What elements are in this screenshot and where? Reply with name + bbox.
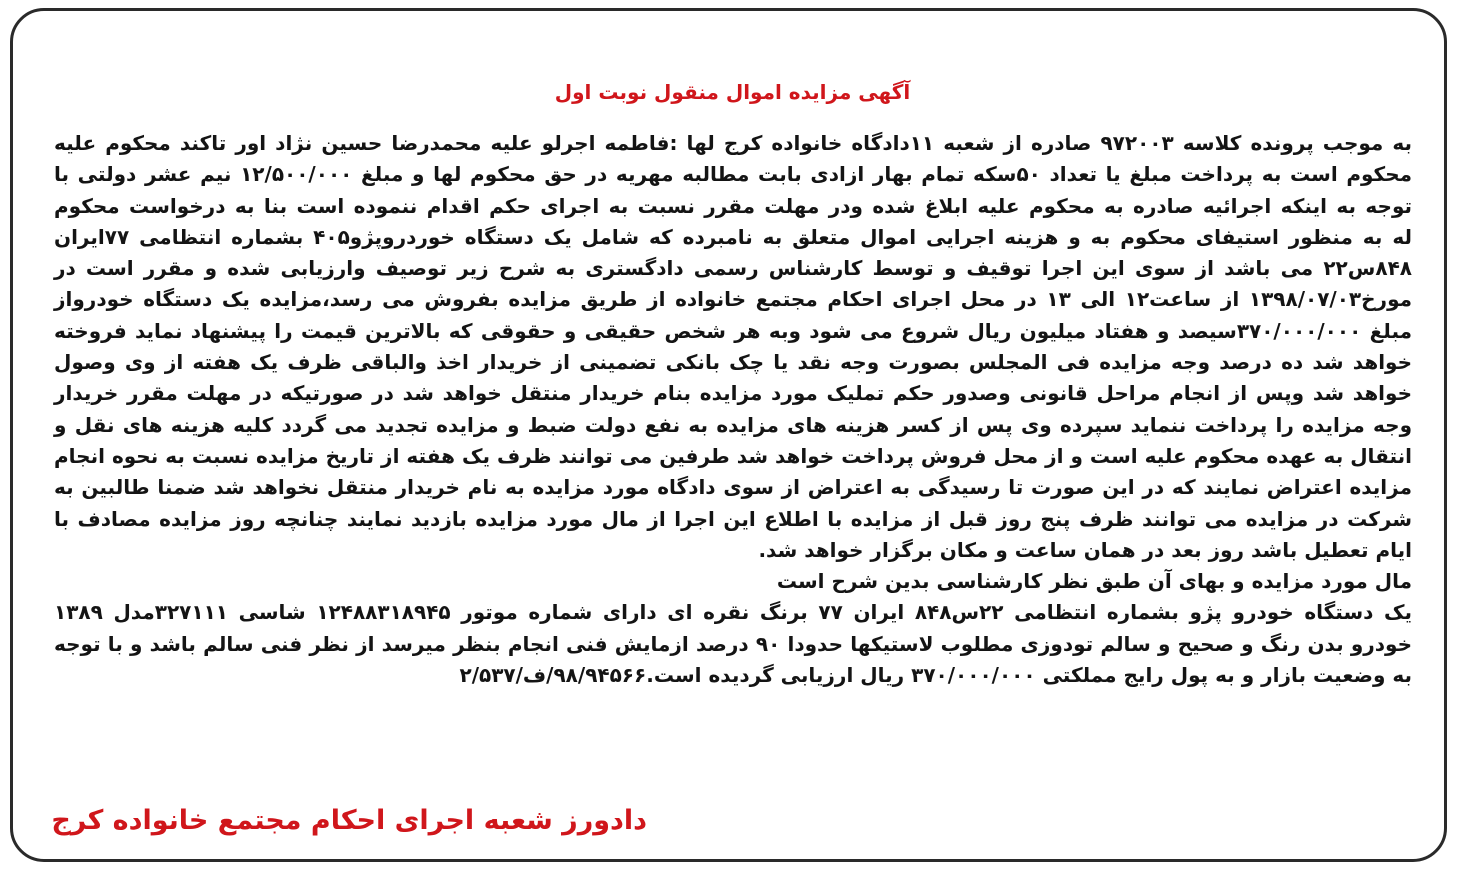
body-line: توجه به اینکه اجرائیه صادره به محکوم علیه ابلاغ شده ودر مهلت مقرر نسبت به اجرای حکم اقدام ننموده است بنا به درخواست محکوم xyxy=(54,193,1412,218)
body-line: خودرو بدن رنگ و صحیح و سالم تودوزی مطلوب لاستیکها حدودا ۹۰ درصد ازمایش فنی انجام بنظر میرسد از نظر فنی سالم باشد و با توجه xyxy=(54,631,1412,656)
body-line: له به منظور استیفای محکوم به و هزینه اجرایی اموال متعلق به نامبرده که شامل یک دستگاه خوردروپژو۴۰۵ بشماره انتظامی ۷۷ایران xyxy=(54,224,1412,249)
signature: دادورز شعبه اجرای احکام مجتمع خانواده کرج xyxy=(51,805,647,836)
body-line: به موجب پرونده کلاسه ۹۷۲۰۰۳ صادره از شعبه ۱۱دادگاه خانواده کرج لها :فاطمه اجرلو علیه محمدرضا حسین نژاد اور تاکند محکوم علیه xyxy=(54,131,1413,155)
body-line: انتقال به عهده محکوم علیه است و از محل فروش پرداخت خواهد شد طرفین می توانند ظرف یک هفته از تاریخ مزایده نسبت به نحوه انجام xyxy=(54,443,1412,468)
body-line: خواهد شد وپس از انجام مراحل قانونی وصدور حکم تملیک مورد مزایده بنام خریدار منتقل خواهد شد در صورتیکه در مهلت مقرر خریدار xyxy=(54,381,1412,406)
body-line: شرکت در مزایده می توانند ظرف پنج روز قبل از مزایده با اطلاع این اجرا از مال مورد مزایده بازدید نمایند چنانچه روز مزایده مصادف با xyxy=(54,506,1412,531)
body-line: مال مورد مزایده و بهای آن طبق نظر کارشناسی بدین شرح است xyxy=(776,569,1412,594)
body-line: خواهد شد ده درصد وجه مزایده فی المجلس بصورت وجه نقد یا چک بانکی تضمینی از خریدار اخذ والباقی ظرف یک هفته از وی وصول xyxy=(54,350,1412,375)
body-line: به وضعیت بازار و به پول رایج مملکتی ۳۷۰/۰۰۰/۰۰۰ ریال ارزیابی گردیده است.۹۸/۹۴۵۶۶/ف/۲/۵۳۷ xyxy=(459,663,1412,688)
body-line: وجه مزایده را پرداخت ننماید سپرده وی پس از کسر هزینه های مزایده به نفع دولت ضبط و مزایده تجدید می گردد کلیه هزینه های نقل و xyxy=(54,412,1412,437)
notice-title: آگهی مزایده اموال منقول نوبت اول xyxy=(554,80,911,104)
body-line: محکوم است به پرداخت مبلغ یا تعداد ۵۰سکه تمام بهار ازادی بابت مطالبه مهریه در حق محکوم لها و مبلغ ۱۲/۵۰۰/۰۰۰ نیم عشر دولتی با xyxy=(54,162,1412,187)
body-line: مبلغ ۳۷۰/۰۰۰/۰۰۰سیصد و هفتاد میلیون ریال شروع می شود وبه هر شخص حقیقی و حقوقی که بالاترین قیمت را پیشنهاد نماید فروخته xyxy=(54,318,1412,343)
body-line: ۸۴۸س۲۲ می باشد از سوی این اجرا توقیف و توسط کارشناس رسمی دادگستری به شرح زیر توصیف وارزیابی شده و مقرر است در xyxy=(54,256,1412,281)
notice-body xyxy=(54,128,1412,691)
body-line: مزایده اعتراض نمایند که در این صورت تا رسیدگی به اعتراض از سوی دادگاه مورد مزایده به نام خریدار منتقل نخواهد شد ضمنا طالبین به xyxy=(54,475,1412,500)
body-line: ایام تعطیل باشد روز بعد در همان ساعت و مکان برگزار خواهد شد. xyxy=(758,537,1412,562)
body-line: یک دستگاه خودرو پژو بشماره انتظامی ۲۲س۸۴۸ ایران ۷۷ برنگ نقره ای دارای شماره موتور ۱۲۴۸۸۳۱۸۹۴۵ شاسی ۳۲۷۱۱۱مدل ۱۳۸۹ xyxy=(54,600,1412,625)
body-line: مورخ۱۳۹۸/۰۷/۰۳ از ساعت۱۲ الی ۱۳ در محل اجرای احکام مجتمع خانواده از طریق مزایده بفروش می رسد،مزایده یک دستگاه خودرواز xyxy=(54,287,1412,312)
